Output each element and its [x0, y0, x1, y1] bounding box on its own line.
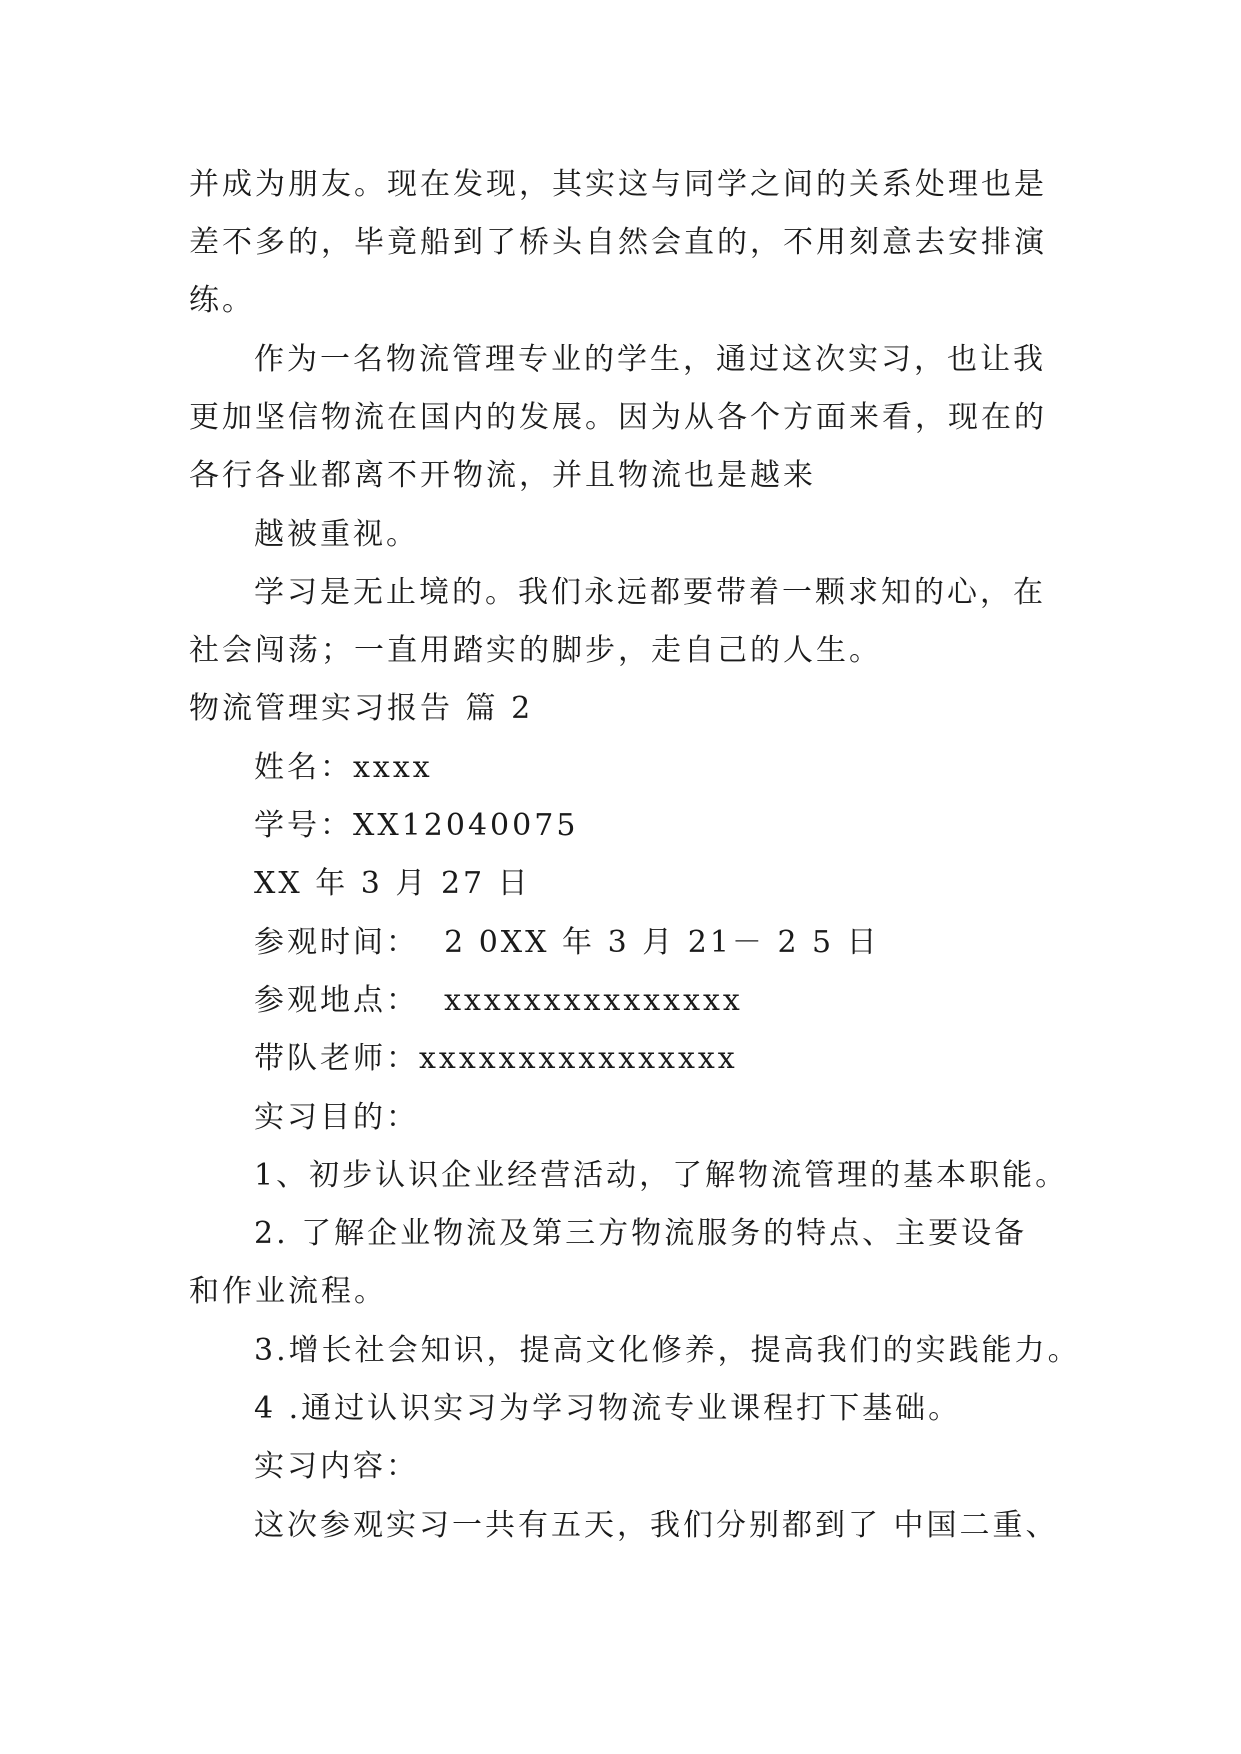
text-line: 社会闯荡；一直用踏实的脚步，走自己的人生。	[189, 633, 882, 668]
supervisor-field: 带队老师：xxxxxxxxxxxxxxxx	[254, 1041, 738, 1076]
text-line: 越被重视。	[254, 517, 419, 552]
text-line: 各行各业都离不开物流，并且物流也是越来	[189, 458, 816, 493]
paragraph-text: 这次参观实习一共有五天，我们分别都到了 中国二重、	[254, 1508, 1059, 1543]
student-id-field: 学号：XX12040075	[254, 808, 579, 843]
name-field: 姓名：xxxx	[254, 750, 433, 785]
text-line: 更加坚信物流在国内的发展。因为从各个方面来看，现在的	[189, 400, 1047, 435]
date-line: XX 年 3 月 27 日	[254, 866, 531, 901]
visit-time-field: 参观时间： 2 0XX 年 3 月 21－ 2 5 日	[254, 925, 880, 960]
objective-item: 3.增长社会知识，提高文化修养，提高我们的实践能力。	[254, 1333, 1081, 1368]
text-line: 并成为朋友。现在发现，其实这与同学之间的关系处理也是	[189, 167, 1047, 202]
text-line: 练。	[189, 283, 255, 318]
visit-location-field: 参观地点： xxxxxxxxxxxxxxx	[254, 983, 743, 1018]
paragraph-text: 学习是无止境的。我们永远都要带着一颗求知的心，在	[254, 575, 1046, 610]
objective-item: 1、初步认识企业经营活动，了解物流管理的基本职能。	[254, 1158, 1069, 1193]
text-line: 和作业流程。	[189, 1274, 387, 1309]
objective-item: 2. 了解企业物流及第三方物流服务的特点、主要设备	[254, 1216, 1028, 1251]
section-heading: 物流管理实习报告 篇 2	[189, 691, 534, 726]
text-line: 差不多的，毕竟船到了桥头自然会直的，不用刻意去安排演	[189, 225, 1047, 260]
content-heading: 实习内容：	[254, 1449, 419, 1484]
objective-item: 4 .通过认识实习为学习物流专业课程打下基础。	[254, 1391, 962, 1426]
objectives-heading: 实习目的：	[254, 1100, 419, 1135]
paragraph-text: 作为一名物流管理专业的学生，通过这次实习，也让我	[254, 342, 1046, 377]
